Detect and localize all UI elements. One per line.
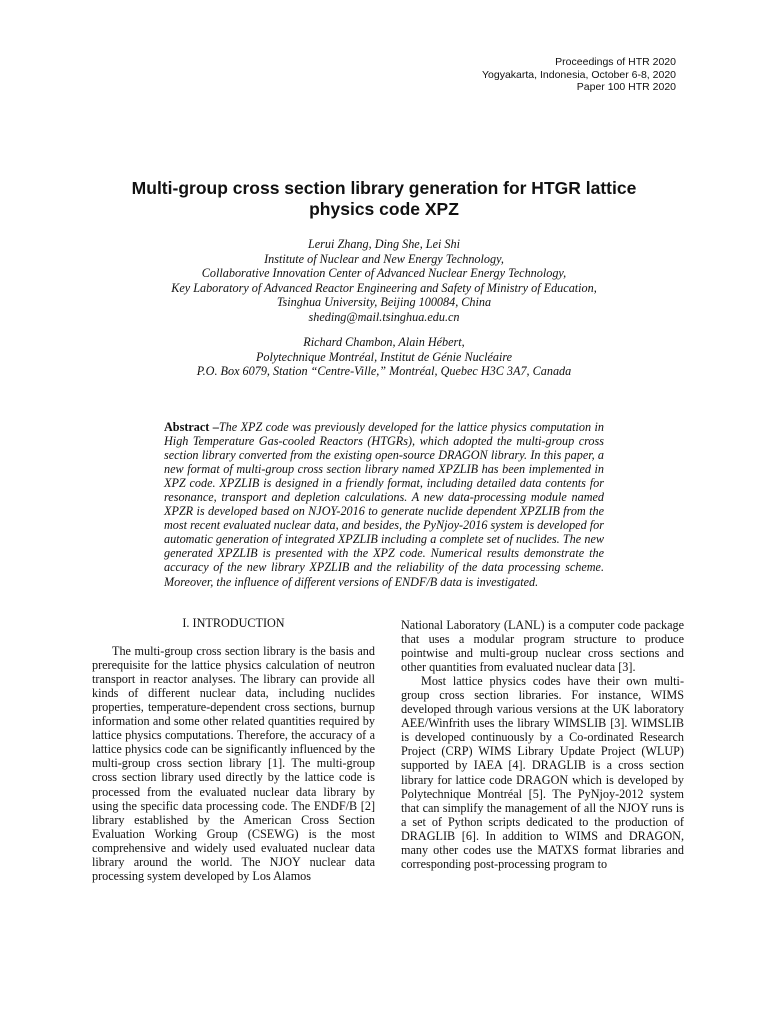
affiliation-6: P.O. Box 6079, Station “Centre-Ville,” Montréal, Quebec H3C 3A7, Canada bbox=[196, 364, 572, 379]
affiliation-5: Polytechnique Montréal, Institut de Génie Nucléaire bbox=[255, 349, 513, 364]
abstract-label: Abstract – bbox=[164, 420, 219, 434]
proceedings-header bbox=[482, 56, 676, 94]
right-column bbox=[401, 618, 684, 871]
abstract bbox=[164, 420, 604, 589]
intro-paragraph-1: The multi-group cross section library is the basis and prerequisite for the lattice physics calculation of neutron transport in reactor analyses. The library can provide all kinds of different nuclear data, including nuclides properties, temperature-dependent cross sections, burnup information and some other related quantities required by lattice physics computations. Therefore, the accuracy of a lattice physics code can be significantly influenced by the multi-group cross section library [1]. The multi-group cross section library used directly by the lattice code is processed from the evaluated nuclear data library by using the specific data processing code. The ENDF/B [2] library established by the American Cross Section Evaluation Working Group (CSEWG) is the most comprehensive and widely used evaluated nuclear data library around the world. The NJOY nuclear data processing system developed by Los Alamos bbox=[92, 644, 375, 883]
author-names-1: Lerui Zhang, Ding She, Lei Shi bbox=[307, 237, 460, 251]
abstract-text: The XPZ code was previously developed for the lattice physics computation in High Temperature Gas-cooled Reactors (HTGRs), which adopted the multi-group cross section library converted from the existing open-source DRAGON library. In this paper, a new format of multi-group cross section library named XPZLIB has been implemented in XPZ code. XPZLIB is designed in a friendly format, including detailed data contents for resonance, transport and depletion calculations. A new data-processing module named XPZR is developed based on NJOY-2016 to generate nuclide dependent XPZLIB from the most recent evaluated nuclear data, and besides, the PyNjoy-2016 system is developed for automatic generation of integrated XPZLIB including a complete set of nuclides. The new generated XPZLIB is presented with the XPZ code. Numerical results demonstrate the accuracy of the new library XPZLIB and the reliability of the data processing scheme. Moreover, the influence of different versions of ENDF/B data is investigated. bbox=[164, 420, 604, 589]
title-line-2: physics code XPZ bbox=[309, 199, 459, 219]
proceedings-line-3: Paper 100 HTR 2020 bbox=[576, 81, 676, 93]
author-block-2 bbox=[60, 335, 708, 379]
affiliation-3: Key Laboratory of Advanced Reactor Engineering and Safety of Ministry of Education, bbox=[171, 280, 597, 295]
affiliation-2: Collaborative Innovation Center of Advanced Nuclear Energy Technology, bbox=[201, 266, 567, 281]
proceedings-line-2: Yogyakarta, Indonesia, October 6-8, 2020 bbox=[482, 68, 676, 81]
affiliation-4: Tsinghua University, Beijing 100084, China bbox=[276, 295, 492, 310]
intro-paragraph-2: Most lattice physics codes have their own multi-group cross section libraries. For instance, WIMS developed through various versions at the UK laboratory AEE/Winfrith uses the library WIMSLIB [3]. WIMSLIB is developed continuously by a Co-ordinated Research Project (CRP) WIMS Library Update Project (WLUP) supported by IAEA [4]. DRAGLIB is a cross section library for lattice code DRAGON which is developed by Polytechnique Montréal [5]. The PyNjoy-2012 system that can simplify the management of all the NJOY runs is a set of Python scripts dedicated to the production of DRAGLIB [6]. In addition to WIMS and DRAGON, many other codes use the MATXS format libraries and corresponding post-processing program to bbox=[401, 674, 684, 871]
affiliation-1: Institute of Nuclear and New Energy Technology, bbox=[264, 251, 504, 266]
author-email: sheding@mail.tsinghua.edu.cn bbox=[308, 309, 460, 324]
section-heading-introduction: I. INTRODUCTION bbox=[182, 616, 285, 630]
intro-paragraph-1-continued: National Laboratory (LANL) is a computer code package that uses a modular program structure to produce pointwise and multi-group nuclear cross sections and other quantities from evaluated nuclear data [3]. bbox=[401, 618, 684, 675]
paper-title bbox=[60, 178, 708, 220]
title-line-1: Multi-group cross section library generation for HTGR lattice bbox=[131, 178, 637, 198]
proceedings-line-1: Proceedings of HTR 2020 bbox=[555, 56, 676, 68]
left-column bbox=[92, 616, 375, 883]
author-names-2: Richard Chambon, Alain Hébert, bbox=[303, 335, 465, 349]
author-block-1 bbox=[60, 237, 708, 325]
